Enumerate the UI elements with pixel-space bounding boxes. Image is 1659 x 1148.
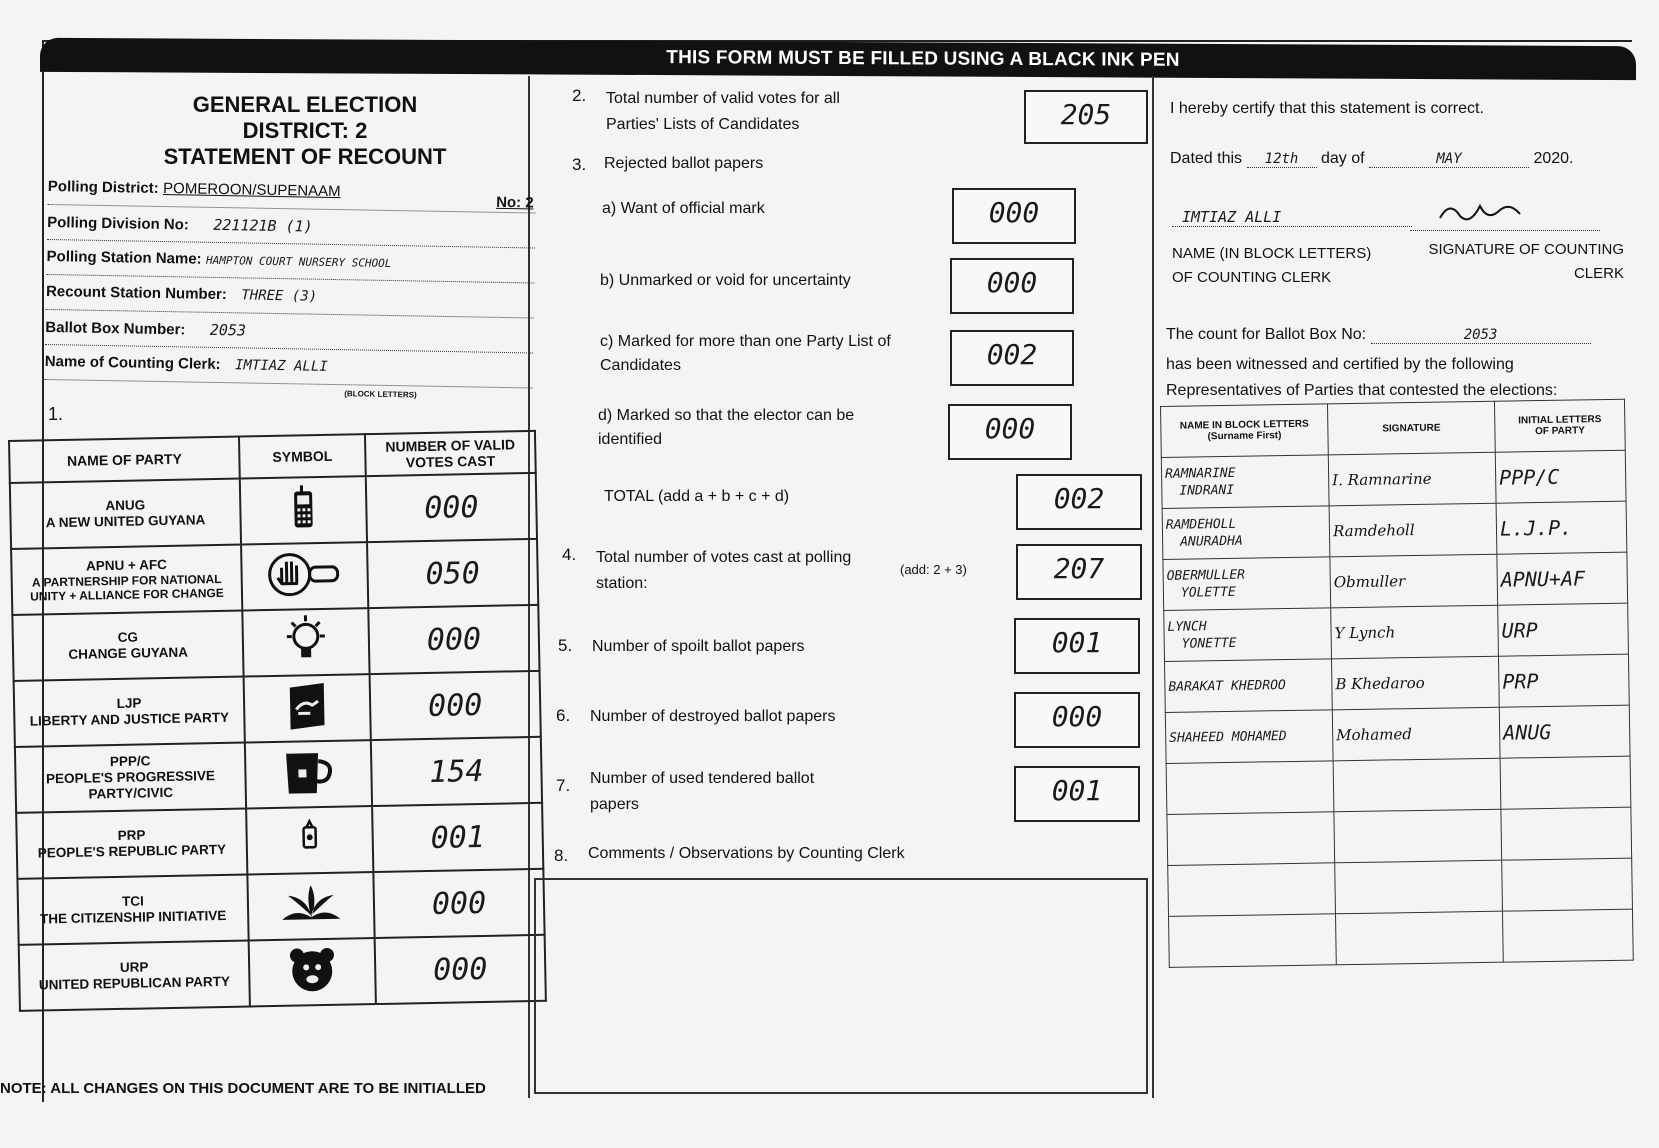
changes-note-text: NOTE: ALL CHANGES ON THIS DOCUMENT ARE TO BE INITIALLED <box>0 1080 486 1097</box>
table-row <box>1168 858 1633 916</box>
item-4-label <box>596 545 851 597</box>
recount-station-value: THREE (3) <box>241 287 318 305</box>
witness-signature <box>1333 758 1501 812</box>
certify-statement: I hereby certify that this statement is correct. <box>1170 100 1484 117</box>
witness-party-initials: URP <box>1498 603 1629 656</box>
heading-district: DISTRICT: 2 <box>242 118 368 143</box>
total-cast-value: 207 <box>1053 552 1105 585</box>
clerk-name-value: IMTIAZ ALLI <box>1172 208 1412 227</box>
rejected-total-label: TOTAL (add a + b + c + d) <box>604 488 790 505</box>
party-name-cell <box>10 479 241 549</box>
table-row <box>1165 705 1630 763</box>
item-3b-label: b) Unmarked or void for uncertainty <box>600 272 851 289</box>
witness-name-cell <box>1168 863 1336 917</box>
witness-name-cell <box>1163 557 1331 611</box>
witness-signature <box>1335 860 1503 914</box>
item-6-number: 6. <box>556 706 571 725</box>
item-5-label: Number of spoilt ballot papers <box>592 638 805 655</box>
item-7-label <box>590 766 814 818</box>
spoilt-value: 001 <box>1051 626 1103 659</box>
witness-party-initials <box>1502 858 1633 911</box>
witness-surname <box>1171 837 1331 840</box>
rejected-total-value: 002 <box>1053 482 1105 515</box>
item-7-text-line1: Number of used tendered ballot <box>590 770 815 787</box>
polling-district-no: No: 2 <box>495 193 534 212</box>
spoilt-box <box>1014 618 1140 674</box>
unmarked-box <box>950 258 1074 314</box>
votes-value: 050 <box>367 539 538 608</box>
header-name-line2: (Surname First) <box>1207 430 1282 443</box>
rejected-total-box <box>1016 474 1142 530</box>
witnessed-line2: Representatives of Parties that contested the elections: <box>1166 382 1558 399</box>
witness-party-initials: ANUG <box>1499 705 1630 758</box>
table-row <box>1162 501 1627 559</box>
table-row <box>15 737 542 813</box>
votes-value: 000 <box>370 671 541 740</box>
table-row <box>1169 909 1634 967</box>
table-row <box>1161 450 1626 508</box>
header-initials <box>1494 399 1625 452</box>
party-abbr: TCI <box>121 893 144 909</box>
item-6-label: Number of destroyed ballot papers <box>590 708 836 725</box>
header-symbol: SYMBOL <box>239 434 366 478</box>
witness-signature: Y Lynch <box>1331 605 1499 659</box>
ballot-box-label: Ballot Box Number: <box>45 318 186 339</box>
heading-general-election: GENERAL ELECTION <box>192 92 418 117</box>
party-abbr: LJP <box>116 695 142 711</box>
counting-clerk-label: Name of Counting Clerk: <box>44 352 221 374</box>
witness-table <box>1160 399 1634 968</box>
count-label: The count for Ballot Box No: <box>1166 326 1367 343</box>
polling-station-label: Polling Station Name: <box>46 247 202 268</box>
witness-name-cell <box>1167 812 1335 866</box>
party-name-cell <box>11 545 242 615</box>
item-3-number: 3. <box>572 155 587 174</box>
item-7-text-line2: papers <box>590 796 639 813</box>
witness-name-cell <box>1165 710 1333 764</box>
cellphone-icon <box>240 476 367 544</box>
table-row <box>12 605 539 681</box>
want-of-mark-value: 000 <box>988 196 1040 229</box>
witness-firstname: ANURADHA <box>1180 533 1243 550</box>
day-value: 12th <box>1247 151 1317 168</box>
want-of-mark-box <box>952 188 1076 244</box>
cup-icon <box>245 740 372 808</box>
item-8-number: 8. <box>554 846 569 865</box>
table-row <box>1165 654 1630 712</box>
votes-value: 000 <box>366 473 537 542</box>
witness-party-initials: PRP <box>1498 654 1629 707</box>
party-abbr: URP <box>119 959 149 975</box>
witness-party-initials: PPP/C <box>1495 450 1626 503</box>
witness-surname: OBERMULLER <box>1166 567 1246 584</box>
party-name-cell <box>15 743 246 813</box>
item-3c-text-line1: c) Marked for more than one Party List of <box>600 333 891 350</box>
witness-signature: Ramdeholl <box>1329 503 1497 557</box>
clerk-signature-line <box>1410 198 1600 231</box>
witness-surname: RAMNARINE <box>1164 465 1236 482</box>
votes-value: 000 <box>368 605 539 674</box>
item-3d-text-line1: d) Marked so that the elector can be <box>598 407 855 424</box>
witness-party-initials: L.J.P. <box>1496 501 1627 554</box>
item-4-text-line2: station: <box>596 575 648 592</box>
witnessed-text <box>1166 352 1557 404</box>
name-label-line1: NAME (IN BLOCK LETTERS) <box>1172 245 1372 262</box>
item-4-text-line1: Total number of votes cast at polling <box>596 549 852 566</box>
party-abbr: PPP/C <box>109 753 151 770</box>
identified-box <box>948 404 1072 460</box>
destroyed-value: 000 <box>1051 700 1103 733</box>
party-name: PEOPLE'S REPUBLIC PARTY <box>37 841 227 861</box>
witness-surname: SHAHEED MOHAMED <box>1169 728 1287 746</box>
item-5-number: 5. <box>558 636 573 655</box>
party-abbr: ANUG <box>105 497 146 514</box>
votes-value: 000 <box>375 935 546 1004</box>
dated-this-label: Dated this <box>1170 150 1243 167</box>
party-votes-table <box>8 430 547 1012</box>
tendered-box <box>1014 766 1140 822</box>
polling-division-label: Polling Division No: <box>47 213 190 234</box>
form-heading <box>150 92 460 170</box>
banner-text: THIS FORM MUST BE FILLED USING A BLACK INK PEN <box>666 47 1180 71</box>
destroyed-box <box>1014 692 1140 748</box>
polling-district-value: POMEROON/SUPENAAM <box>162 180 341 201</box>
witness-name-cell <box>1162 506 1330 560</box>
header-valid-votes: NUMBER OF VALID VOTES CAST <box>365 431 536 476</box>
table-row <box>19 935 546 1011</box>
heading-statement: STATEMENT OF RECOUNT <box>163 144 447 169</box>
clerk-name-label <box>1172 242 1371 290</box>
witness-surname: LYNCH <box>1167 619 1207 635</box>
comments-box <box>534 878 1148 1094</box>
votes-value: 000 <box>373 869 544 938</box>
valid-votes-value: 205 <box>1060 98 1112 131</box>
day-of-label: day of <box>1320 150 1365 167</box>
year-label: 2020. <box>1533 150 1574 167</box>
month-value: MAY <box>1369 151 1529 168</box>
party-name: A NEW UNITED GUYANA <box>45 512 206 531</box>
witness-party-initials <box>1501 807 1632 860</box>
witness-name-cell <box>1165 659 1333 713</box>
party-name-cell <box>14 677 245 747</box>
item-2-label <box>606 86 840 138</box>
table-row <box>1167 807 1632 865</box>
witness-signature: Obmuller <box>1330 554 1498 608</box>
witness-firstname <box>1171 837 1331 840</box>
item-2-number: 2. <box>572 86 587 105</box>
multiple-marked-value: 002 <box>986 338 1038 371</box>
witness-firstname <box>1172 939 1332 942</box>
polling-division-row <box>47 213 535 249</box>
valid-votes-box <box>1024 90 1148 144</box>
plant-icon <box>247 872 374 940</box>
item-3-label: Rejected ballot papers <box>604 155 764 172</box>
recount-station-label: Recount Station Number: <box>45 282 227 304</box>
witness-surname <box>1172 939 1332 942</box>
animal-head-icon <box>249 938 376 1006</box>
polling-division-value: 221121B (1) <box>213 215 313 236</box>
table-row <box>11 539 538 615</box>
ballot-box-row <box>45 318 533 354</box>
item-8-label: Comments / Observations by Counting Clerk <box>588 845 905 862</box>
clerk-signature <box>1430 198 1530 228</box>
witness-firstname: YONETTE <box>1181 635 1237 652</box>
ballot-box-value: 2053 <box>209 320 247 340</box>
header-name-of-party: NAME OF PARTY <box>9 437 240 483</box>
item-4-number: 4. <box>562 545 577 564</box>
witness-signature <box>1334 809 1502 863</box>
witness-surname <box>1170 786 1330 789</box>
witness-firstname <box>1170 786 1330 789</box>
table-row <box>14 671 541 747</box>
witness-party-initials <box>1500 756 1631 809</box>
polling-station-row <box>46 248 534 284</box>
witness-name-cell <box>1164 608 1332 662</box>
party-name: UNITED REPUBLICAN PARTY <box>38 973 231 993</box>
party-name-cell <box>12 611 243 681</box>
witnessed-line1: has been witnessed and certified by the following <box>1166 356 1514 373</box>
handshake-icon <box>244 674 371 742</box>
table-row <box>1166 756 1631 814</box>
witness-name-cell <box>1161 455 1329 509</box>
item-4-add-note: (add: 2 + 3) <box>900 562 967 577</box>
witness-name-cell <box>1166 761 1334 815</box>
witness-firstname: YOLETTE <box>1180 584 1236 601</box>
unmarked-value: 000 <box>986 266 1038 299</box>
party-name: THE CITIZENSHIP INITIATIVE <box>39 907 227 927</box>
item-2-text-line2: Parties' Lists of Candidates <box>606 116 800 133</box>
station-fields <box>44 178 536 401</box>
count-value: 2053 <box>1371 327 1591 344</box>
party-name: LIBERTY AND JUSTICE PARTY <box>29 709 230 729</box>
header-name-line1: NAME IN BLOCK LETTERS <box>1179 418 1309 432</box>
sig-label-line2: CLERK <box>1573 265 1624 282</box>
item-3a-label: a) Want of official mark <box>602 200 765 217</box>
witness-signature: B Khedaroo <box>1331 656 1499 710</box>
header-initials-line2: OF PARTY <box>1534 425 1585 438</box>
polling-district-label: Polling District: <box>47 178 159 197</box>
item-3d-label <box>598 404 854 452</box>
witness-surname: RAMDEHOLL <box>1165 516 1237 533</box>
item-3c-text-line2: Candidates <box>600 357 681 374</box>
sig-label-line1: SIGNATURE OF COUNTING <box>1428 241 1624 258</box>
multiple-marked-box <box>950 330 1074 386</box>
witness-party-initials <box>1502 909 1633 962</box>
table-row <box>1163 552 1628 610</box>
item-3c-label <box>600 330 891 378</box>
table-row <box>16 803 543 879</box>
count-row <box>1166 326 1591 344</box>
party-name: PEOPLE'S PROGRESSIVE PARTY/CIVIC <box>45 768 216 802</box>
votes-value: 001 <box>372 803 543 872</box>
witness-surname <box>1172 888 1332 891</box>
changes-note <box>0 1080 486 1097</box>
lightbulb-icon <box>242 608 369 676</box>
total-cast-box <box>1016 544 1142 600</box>
name-label-line2: OF COUNTING CLERK <box>1172 269 1332 286</box>
table-row <box>10 473 537 549</box>
witness-table-header <box>1161 399 1626 457</box>
identified-value: 000 <box>984 412 1036 445</box>
column-divider-right <box>1152 76 1154 1098</box>
recount-station-row <box>46 283 534 319</box>
item-2-text-line1: Total number of valid votes for all <box>606 90 840 107</box>
witness-name-cell <box>1169 914 1337 968</box>
party-abbr: CG <box>117 629 139 645</box>
table-row <box>1164 603 1629 661</box>
votes-value: 154 <box>371 737 542 806</box>
witness-firstname <box>1172 888 1332 891</box>
party-name-cell <box>17 874 248 944</box>
party-name: CHANGE GUYANA <box>68 644 189 662</box>
party-name-cell <box>19 940 250 1010</box>
item-7-number: 7. <box>556 776 571 795</box>
counting-clerk-value: IMTIAZ ALLI <box>234 357 328 375</box>
party-abbr: PRP <box>117 827 146 843</box>
party-name: A PARTNERSHIP FOR NATIONAL UNITY + ALLIANCE FOR CHANGE <box>30 571 224 604</box>
section-1-number: 1. <box>48 404 64 424</box>
witness-surname: BARAKAT KHEDROO <box>1168 677 1286 695</box>
dated-row <box>1170 150 1600 168</box>
polling-station-value: HAMPTON COURT NURSERY SCHOOL <box>205 253 392 271</box>
block-letters-note: (BLOCK LETTERS) <box>344 389 417 400</box>
hand-key-icon <box>241 542 368 610</box>
table-row <box>17 869 544 945</box>
item-3d-text-line2: identified <box>598 431 663 448</box>
tendered-value: 001 <box>1051 774 1103 807</box>
witness-signature: Mohamed <box>1332 707 1500 761</box>
clerk-signature-label <box>1410 238 1624 286</box>
lantern-icon <box>246 806 373 874</box>
counting-clerk-row <box>44 353 532 389</box>
party-abbr: APNU + AFC <box>85 556 168 574</box>
witness-signature: I. Ramnarine <box>1328 452 1496 506</box>
party-name-cell <box>16 808 247 878</box>
witness-signature <box>1335 911 1503 965</box>
header-signature: SIGNATURE <box>1327 401 1495 455</box>
witness-party-initials: APNU+AF <box>1497 552 1628 605</box>
witness-firstname: INDRANI <box>1179 482 1235 499</box>
header-initials-line1: INITIAL LETTERS <box>1518 414 1602 427</box>
header-block-letters <box>1161 404 1329 458</box>
